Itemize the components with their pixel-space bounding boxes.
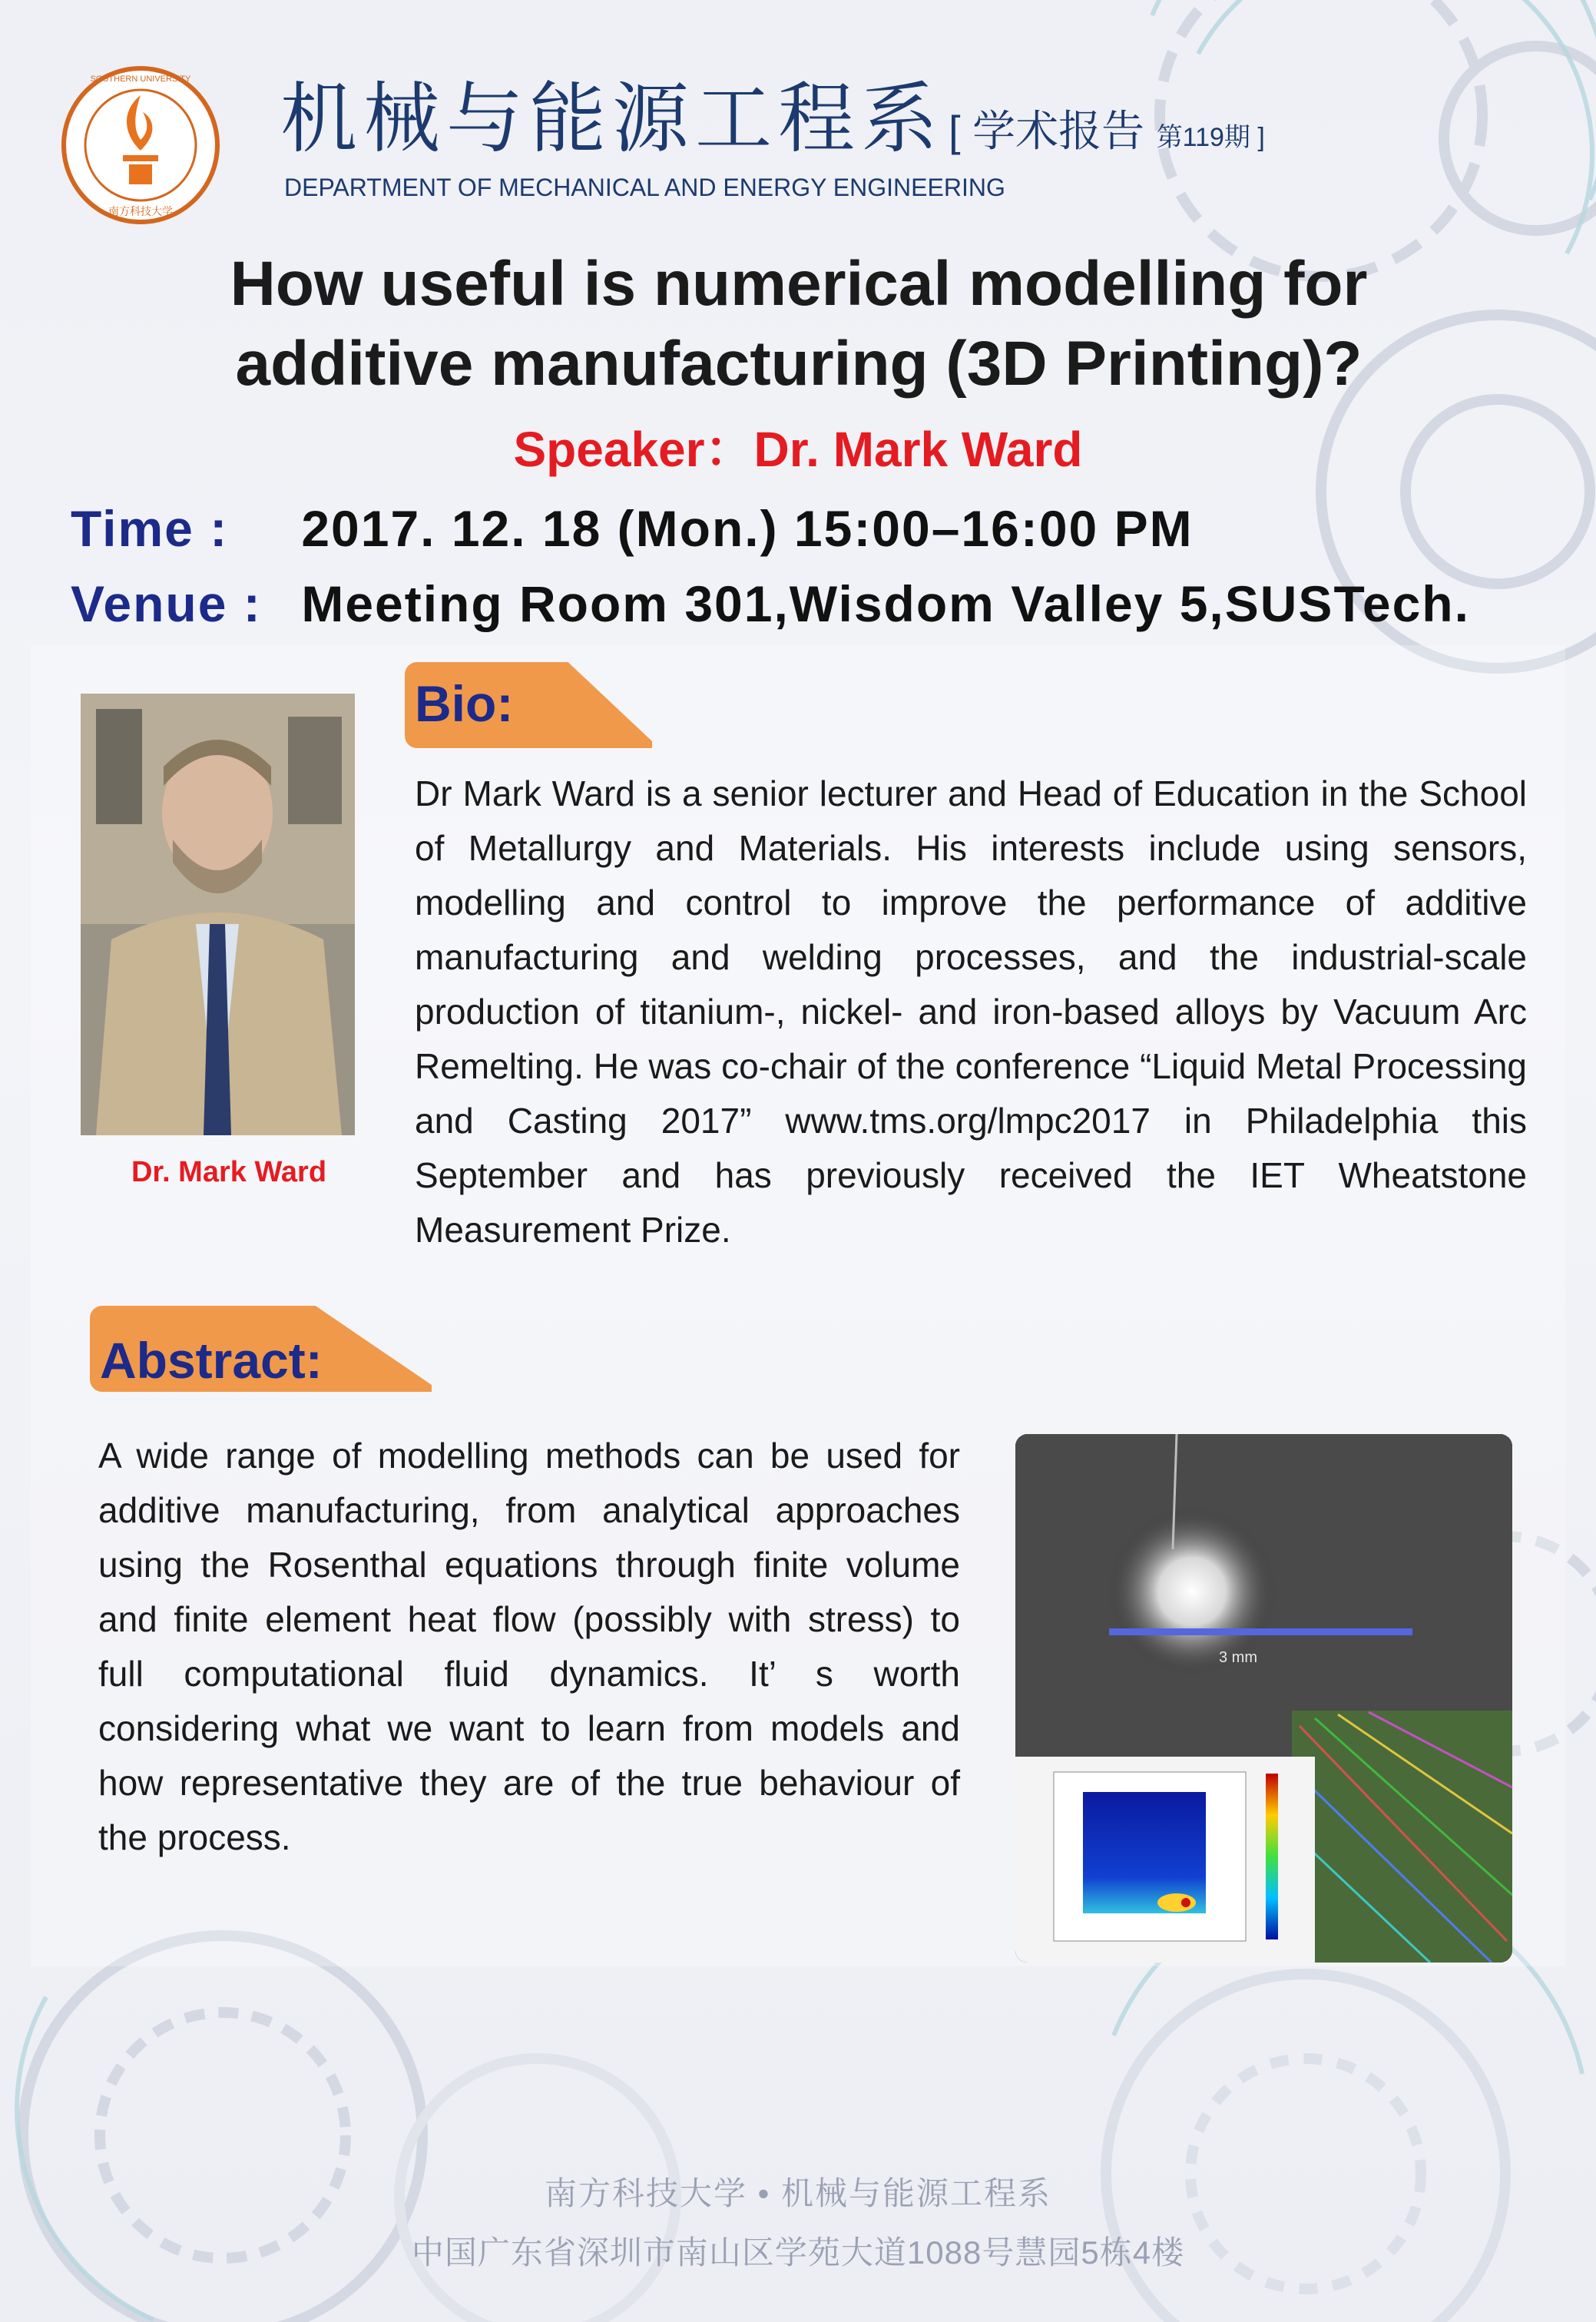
talk-title: How useful is numerical modelling for additive manufacturing (3D Printing)? xyxy=(230,249,1368,399)
report-tag-label: [ 学术报告 xyxy=(949,107,1145,155)
time-label: Time : xyxy=(71,500,229,557)
scale-bar xyxy=(1109,1628,1412,1635)
melt-pool-figure-graphic xyxy=(1015,1434,1512,1963)
svg-text:南方科技大学: 南方科技大学 xyxy=(108,206,173,218)
footer-address: 中国广东省深圳市南山区学苑大道1088号慧园5栋4楼 xyxy=(411,2234,1185,2271)
university-logo xyxy=(60,65,221,226)
venue-label: Venue : xyxy=(71,575,262,632)
abstract-heading: Abstract: xyxy=(100,1332,323,1389)
speaker-photo xyxy=(81,694,355,1135)
abstract-text: A wide range of modelling methods can be used for additive manufacturing, from analytical approaches using the Rosenthal equations through finite volume and finite element heat flow (possibly with stress) to full computational fluid dynamics. It’ s worth considering what we want to learn from models and how representative they are of the true behaviour of the process. xyxy=(98,1436,960,1857)
academic-report-tag xyxy=(949,107,1265,155)
speaker-photo-caption: Dr. Mark Ward xyxy=(131,1156,327,1188)
time-row xyxy=(71,499,1194,558)
department-name-chinese: 机械与能源工程系 xyxy=(280,76,944,162)
report-issue-number: 第119期 ] xyxy=(1156,123,1265,152)
department-name-english: DEPARTMENT OF MECHANICAL AND ENERGY ENGINEERING xyxy=(284,174,1005,201)
scale-bar-label: 3 mm xyxy=(1219,1649,1257,1666)
time-value: 2017. 12. 18 (Mon.) 15:00–16:00 PM xyxy=(301,500,1194,557)
venue-row xyxy=(71,575,1470,633)
venue-value: Meeting Room 301,Wisdom Valley 5,SUSTech. xyxy=(301,575,1470,632)
abstract-figure xyxy=(1015,1434,1512,1963)
speaker-line: Speaker：Dr. Mark Ward xyxy=(513,422,1083,477)
footer-institution: 南方科技大学 • 机械与能源工程系 xyxy=(544,2175,1052,2211)
svg-text:SOUTHERN UNIVERSITY: SOUTHERN UNIVERSITY xyxy=(90,75,191,84)
bio-text: Dr Mark Ward is a senior lecturer and Head of Education in the School of Metallurgy and Materials. His interests include using sensors, modelling and control to improve the performance of additive manufacturing and welding processes, and the industrial-scale production of titanium-, nickel- and iron-based alloys by Vacuum Arc Remelting. He was co-chair of the conference “Liquid Metal Processing and Casting 2017” www.tms.org/lmpc2017 in Philadelphia this September and has previously received the IET Wheatstone Measurement Prize. xyxy=(415,773,1527,1250)
bio-heading: Bio: xyxy=(415,675,514,732)
